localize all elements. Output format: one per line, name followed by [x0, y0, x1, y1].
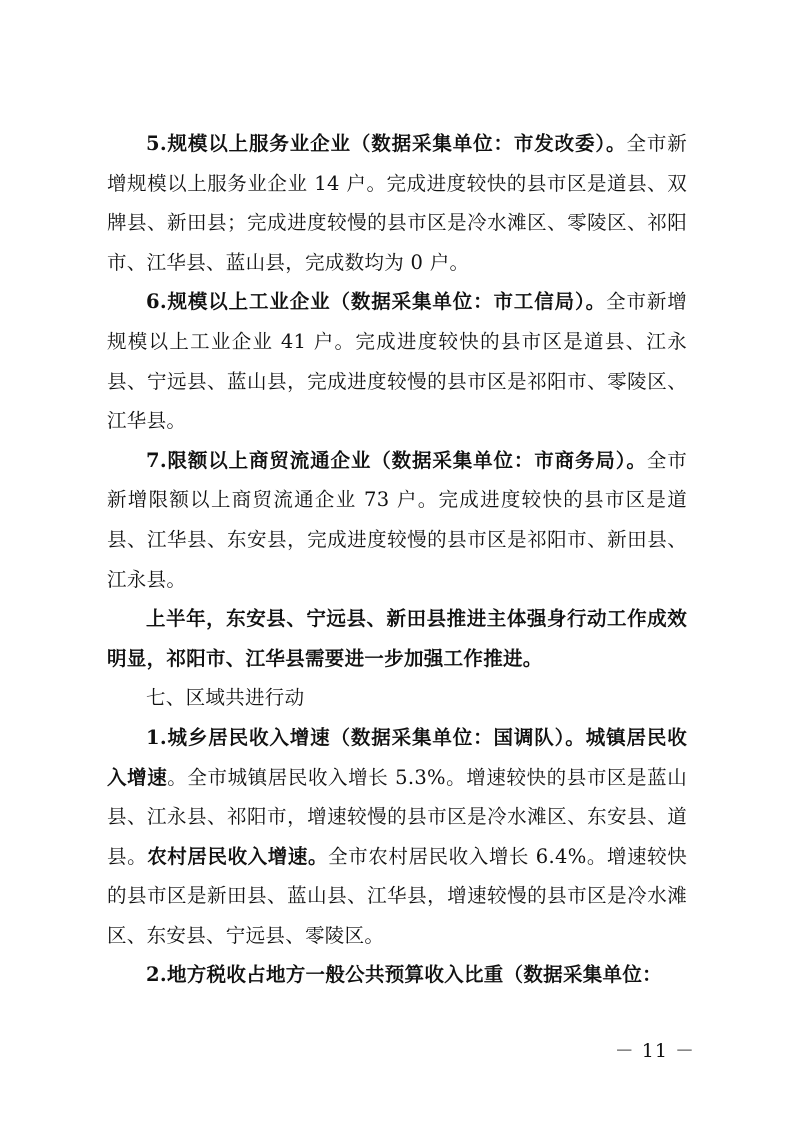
- paragraph-heading: 5.规模以上服务业企业（数据采集单位：市发改委）。: [146, 132, 627, 155]
- paragraph-trade-enterprises: [107, 441, 687, 599]
- document-body: [107, 124, 687, 995]
- paragraph-service-enterprises: [107, 124, 687, 282]
- rural-income-title: 农村居民收入增速。: [147, 844, 329, 868]
- paragraph-heading: 6.规模以上工业企业（数据采集单位：市工信局）。: [146, 290, 607, 314]
- paragraph-text: 全市新增规模以上工业企业 41 户。完成进度较快的县市区是道县、江永县、宁远县、蓝山县，完成进度较慢的县市区是祁阳市、零陵区、江华县。: [107, 290, 687, 433]
- paragraph-summary: 上半年，东安县、宁远县、新田县推进主体强身行动工作成效明显，祁阳市、江华县需要进一步加强工作推进。: [107, 607, 687, 670]
- paragraph-text: 全市新增限额以上商贸流通企业 73 户。完成进度较快的县市区是道县、江华县、东安县，完成进度较慢的县市区是祁阳市、新田县、江永县。: [107, 448, 687, 591]
- paragraph-heading: 1.城乡居民收入增速（数据采集单位：国调队）。: [146, 725, 586, 749]
- urban-income-text: 。全市城镇居民收入增长 5.3%。增速较快的县市区是蓝山县、江永县、祁阳市，增速较慢的县市区是冷水滩区、东安县、道县。: [107, 765, 688, 868]
- paragraph-heading: 2.地方税收占地方一般公共预算收入比重（数据采集单位：: [146, 963, 662, 987]
- paragraph-text: 全市新增规模以上服务业企业 14 户。完成进度较快的县市区是道县、双牌县、新田县；完成进度较慢的县市区是冷水滩区、零陵区、祁阳市、江华县、蓝山县，完成数均为 0 户。: [107, 132, 688, 274]
- paragraph-income-growth: [107, 718, 687, 956]
- paragraph-tax-ratio: [107, 955, 687, 995]
- page-number: － 11 －: [614, 1040, 695, 1062]
- section-heading: 七、区域共进行动: [146, 686, 305, 710]
- urban-income-title: 城镇居民收入增速: [107, 725, 687, 789]
- rural-income-text: 全市农村居民收入增长 6.4%。增速较快的县市区是新田县、蓝山县、江华县，增速较慢的县市区是冷水滩区、东安县、宁远县、零陵区。: [107, 844, 688, 947]
- paragraph-heading: 7.限额以上商贸流通企业（数据采集单位：市商务局）。: [146, 448, 647, 472]
- paragraph-industrial-enterprises: [107, 282, 687, 440]
